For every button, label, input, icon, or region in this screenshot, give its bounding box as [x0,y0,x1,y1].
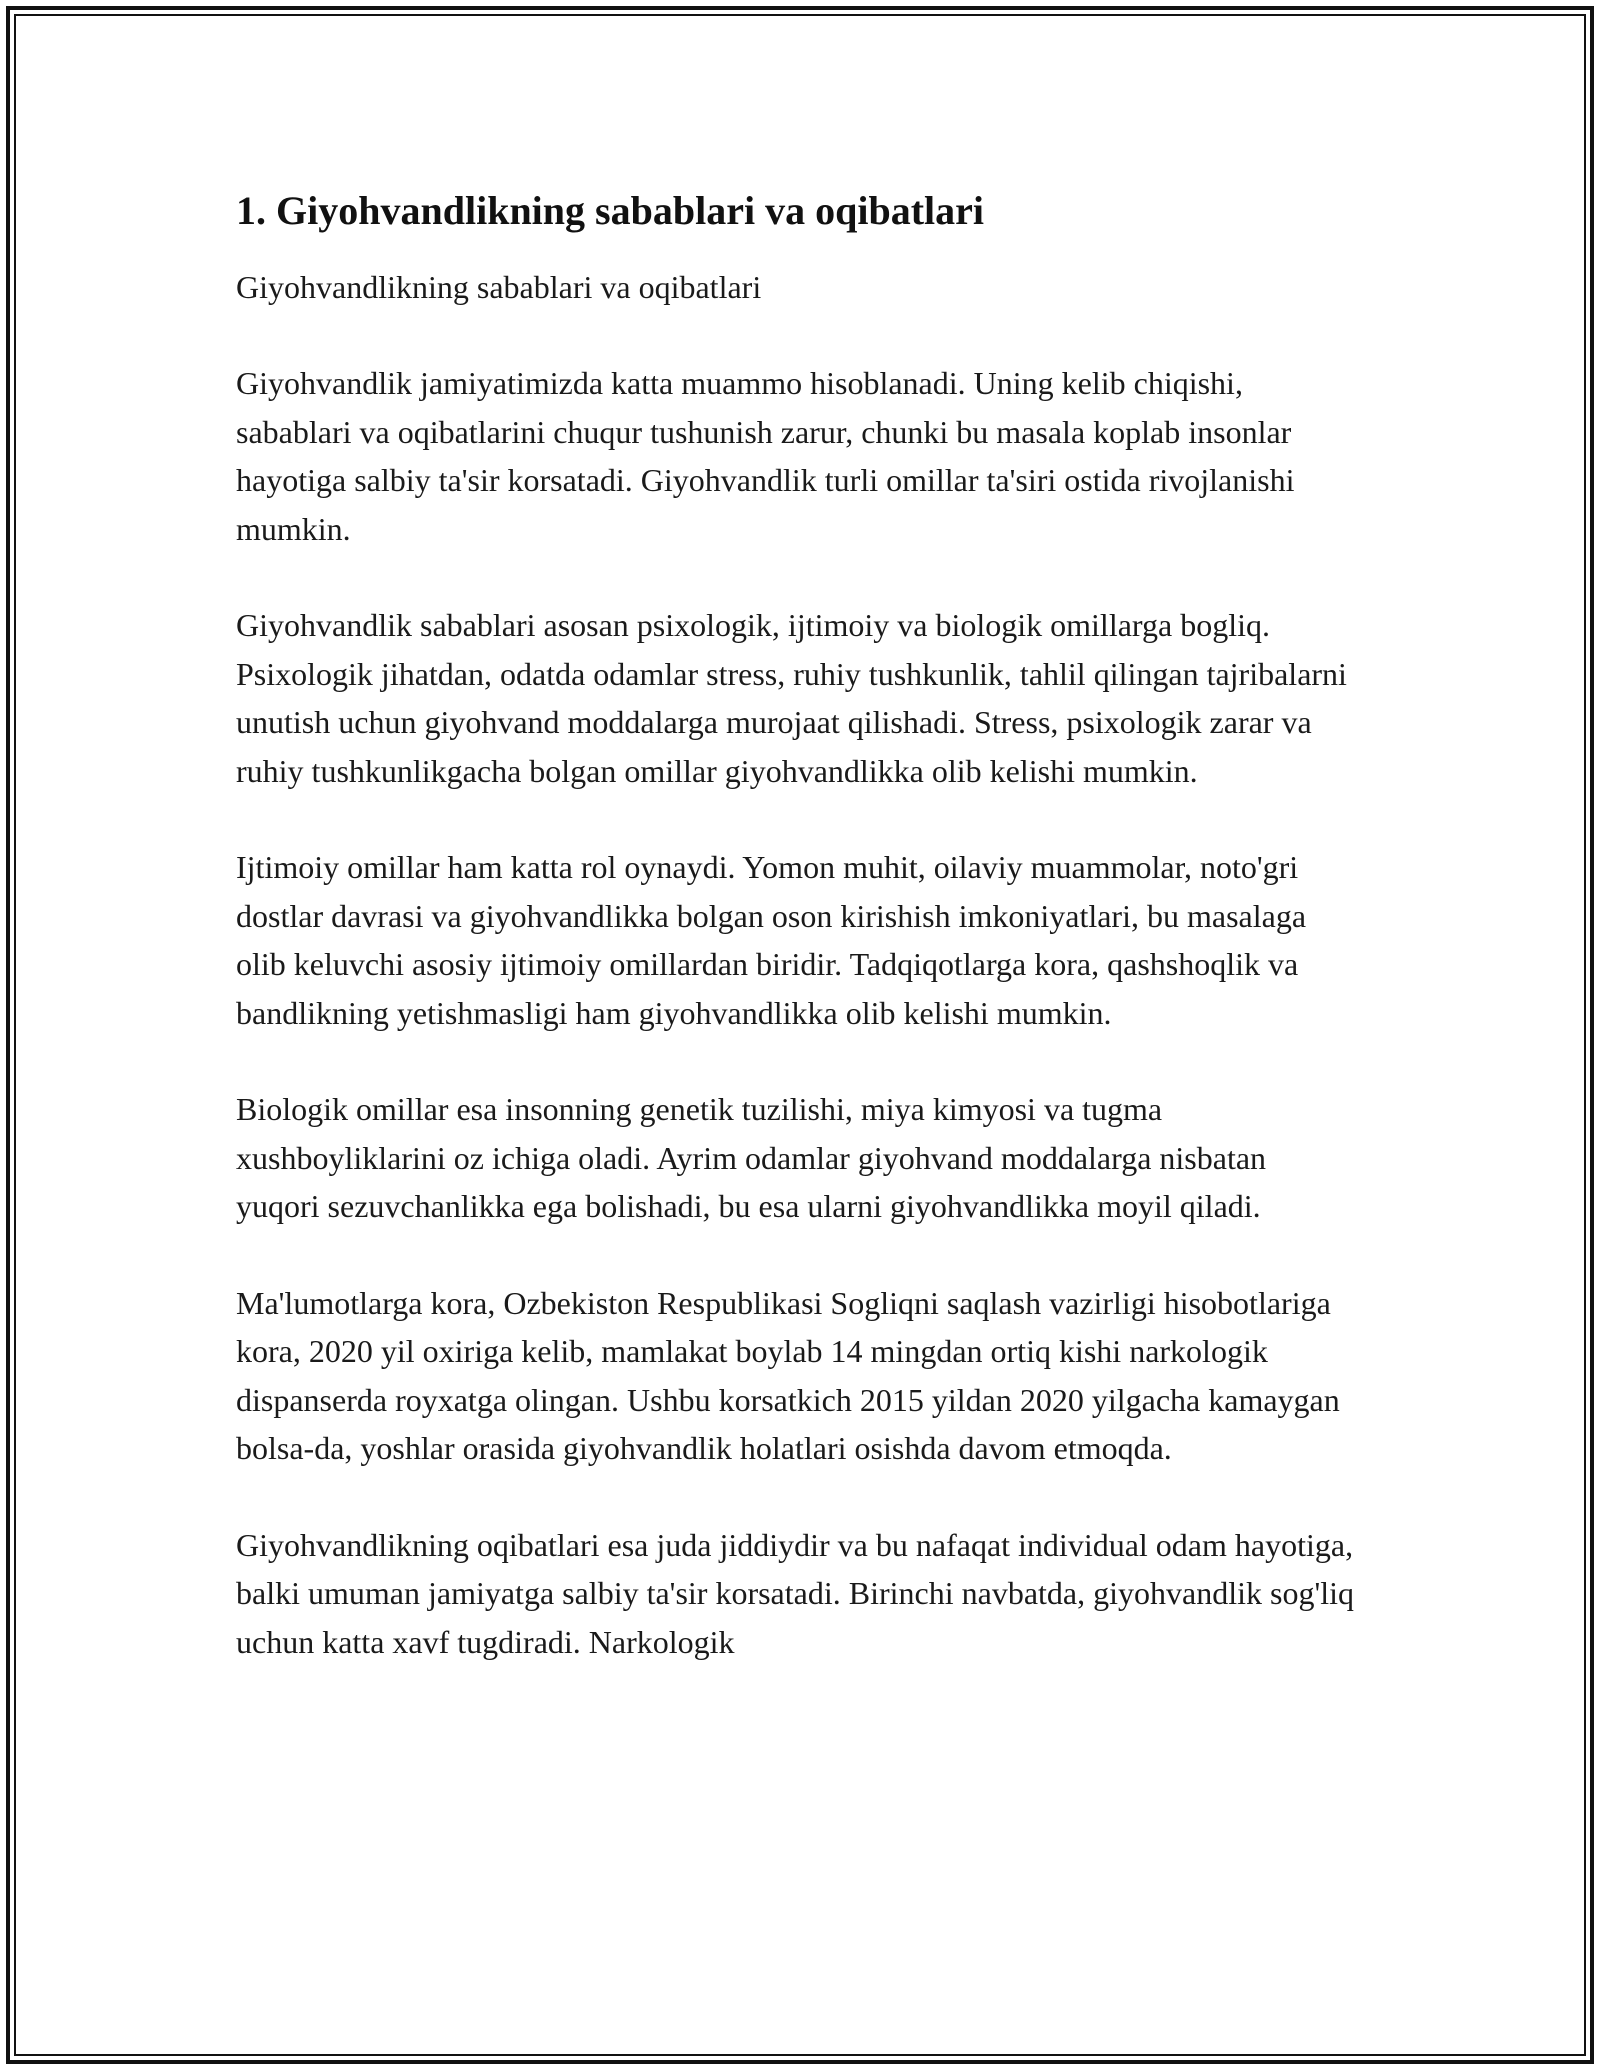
section-heading: 1. Giyohvandlikning sabablari va oqibatlari [236,188,984,233]
paragraph-social-factors: Ijtimoiy omillar ham katta rol oynaydi. Yomon muhit, oilaviy muammolar, noto'gri dostlar davrasi va giyohvandlikka bolgan oson kirishish imkoniyatlari, bu masalaga olib keluvchi asosiy ijtimoiy omillardan biridir. Tadqiqotlarga kora, qashshoqlik va bandlikning yetishmasligi ham giyohvandlikka olib kelishi mumkin. [236,849,1307,1031]
paragraph-causes: Giyohvandlik sabablari asosan psixologik, ijtimoiy va biologik omillarga bogliq. Psixologik jihatdan, odatda odamlar stress, ruhiy tushkunlik, tahlil qilingan tajribalarni unutish uchun giyohvand moddalarga murojaat qilishadi. Stress, psixologik zarar va ruhiy tushkunlikgacha bolgan omillar giyohvandlikka olib kelishi mumkin. [236,607,1347,789]
paragraph-consequences: Giyohvandlikning oqibatlari esa juda jiddiydir va bu nafaqat individual odam hayotiga, balki umuman jamiyatga salbiy ta'sir korsatadi. Birinchi navbatda, giyohvandlik sog'liq uchun katta xavf tugdiradi. Narkologik [236,1526,1354,1660]
section-subheading: Giyohvandlikning sabablari va oqibatlari [236,269,762,305]
paragraph-intro: Giyohvandlik jamiyatimizda katta muammo hisoblanadi. Uning kelib chiqishi, sabablari va oqibatlarini chuqur tushunish zarur, chunki bu masala koplab insonlar hayotiga salbiy ta'sir korsatadi. Giyohvandlik turli omillar ta'siri ostida rivojlanishi mumkin. [236,365,1295,547]
document-body [236,185,1356,1666]
paragraph-biological-factors: Biologik omillar esa insonning genetik tuzilishi, miya kimyosi va tugma xushboyliklarini oz ichiga oladi. Ayrim odamlar giyohvand moddalarga nisbatan yuqori sezuvchanlikka ega bolishadi, bu esa ularni giyohvandlikka moyil qiladi. [236,1091,1267,1224]
paragraph-statistics: Ma'lumotlarga kora, Ozbekiston Respublikasi Sogliqni saqlash vazirligi hisobotlariga kora, 2020 yil oxiriga kelib, mamlakat boylab 14 mingdan ortiq kishi narkologik dispanserda royxatga olingan. Ushbu korsatkich 2015 yildan 2020 yilgacha kamaygan bolsa-da, yoshlar orasida giyohvandlik holatlari osishda davom etmoqda. [236,1284,1340,1466]
